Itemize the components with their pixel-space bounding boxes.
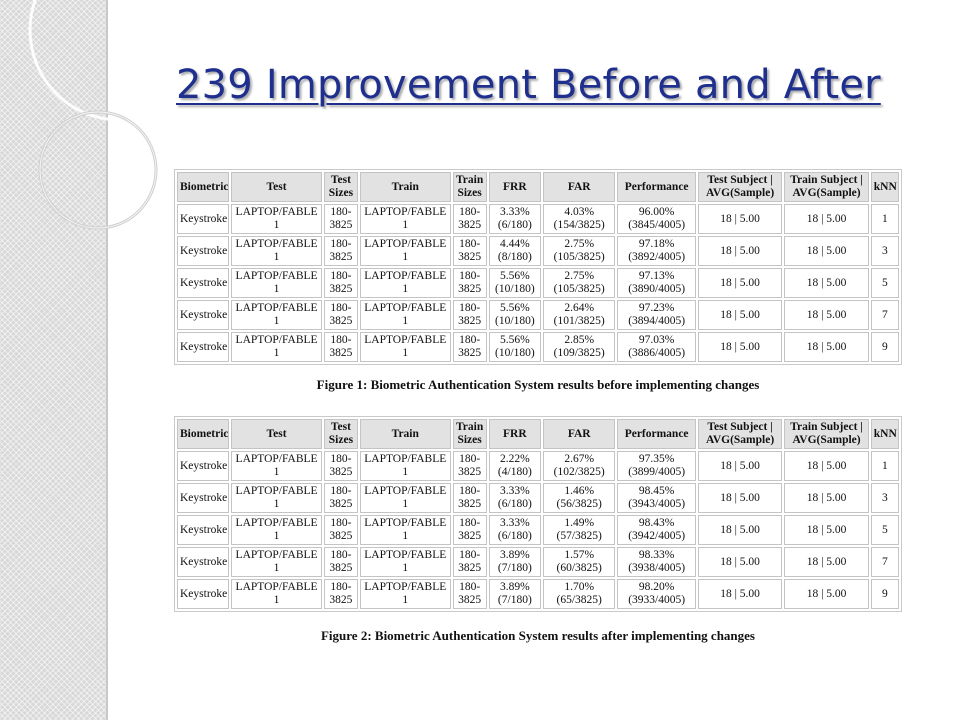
table-cell: 98.33% (3938/4005) [617, 547, 695, 577]
table-cell: 180-3825 [453, 268, 487, 298]
column-header: Test Subject | AVG(Sample) [698, 172, 782, 202]
results-table-before [174, 169, 902, 365]
table-cell: Keystroke [177, 579, 229, 609]
table-cell: 18 | 5.00 [698, 579, 782, 609]
table-cell: LAPTOP/FABLE 1 [360, 515, 451, 545]
table-cell: 3.33% (6/180) [489, 483, 541, 513]
figure-caption-before: Figure 1: Biometric Authentication System results before implementing changes [316, 377, 760, 392]
table-row [177, 515, 899, 545]
table-cell: 18 | 5.00 [698, 547, 782, 577]
table-cell: 18 | 5.00 [784, 236, 868, 266]
table-cell: 9 [871, 579, 899, 609]
column-header: Performance [617, 172, 695, 202]
table-body [177, 204, 899, 362]
table-row [177, 300, 899, 330]
table-body [177, 451, 899, 609]
table-cell: 180-3825 [324, 547, 358, 577]
table-row [177, 483, 899, 513]
table-cell: Keystroke [177, 236, 229, 266]
table-row [177, 236, 899, 266]
table-row [177, 268, 899, 298]
table-cell: 98.45% (3943/4005) [617, 483, 695, 513]
table-cell: LAPTOP/FABLE 1 [360, 300, 451, 330]
table-cell: LAPTOP/FABLE 1 [231, 300, 322, 330]
table-header [177, 419, 899, 449]
table-cell: 4.03% (154/3825) [543, 204, 615, 234]
table-cell: 18 | 5.00 [784, 579, 868, 609]
table-cell: 97.23% (3894/4005) [617, 300, 695, 330]
table-row [177, 204, 899, 234]
table-cell: 18 | 5.00 [784, 483, 868, 513]
table-cell: 180-3825 [324, 515, 358, 545]
table-cell: 180-3825 [453, 451, 487, 481]
column-header: Train [360, 419, 451, 449]
column-header: Test Sizes [324, 172, 358, 202]
table-cell: LAPTOP/FABLE 1 [231, 451, 322, 481]
table-cell: LAPTOP/FABLE 1 [231, 483, 322, 513]
table-cell: 2.67% (102/3825) [543, 451, 615, 481]
table-cell: 18 | 5.00 [784, 300, 868, 330]
table-cell: LAPTOP/FABLE 1 [231, 236, 322, 266]
table-cell: 180-3825 [453, 515, 487, 545]
column-header: FRR [489, 172, 541, 202]
table-cell: 2.85% (109/3825) [543, 332, 615, 362]
table-cell: 180-3825 [324, 204, 358, 234]
table-cell: 2.75% (105/3825) [543, 268, 615, 298]
table-cell: LAPTOP/FABLE 1 [360, 451, 451, 481]
column-header: Performance [617, 419, 695, 449]
table-cell: 3.89% (7/180) [489, 579, 541, 609]
table-row [177, 547, 899, 577]
table-cell: 1.49% (57/3825) [543, 515, 615, 545]
table-row [177, 579, 899, 609]
table-cell: Keystroke [177, 515, 229, 545]
table-cell: LAPTOP/FABLE 1 [360, 204, 451, 234]
column-header: kNN [871, 419, 899, 449]
table-cell: 96.00% (3845/4005) [617, 204, 695, 234]
slide-title: 239 Improvement Before and After [176, 62, 881, 108]
table-cell: 18 | 5.00 [784, 332, 868, 362]
column-header: FAR [543, 172, 615, 202]
table-cell: 18 | 5.00 [698, 332, 782, 362]
table-cell: 18 | 5.00 [698, 451, 782, 481]
table-cell: Keystroke [177, 483, 229, 513]
table-cell: 180-3825 [324, 483, 358, 513]
table-cell: 98.20% (3933/4005) [617, 579, 695, 609]
table-cell: 5.56% (10/180) [489, 300, 541, 330]
table-cell: 18 | 5.00 [784, 451, 868, 481]
table-cell: 180-3825 [324, 268, 358, 298]
table-cell: 5 [871, 268, 899, 298]
table-cell: 2.75% (105/3825) [543, 236, 615, 266]
table-cell: 18 | 5.00 [698, 300, 782, 330]
table-cell: Keystroke [177, 451, 229, 481]
column-header: Test Subject | AVG(Sample) [698, 419, 782, 449]
table-cell: 2.22% (4/180) [489, 451, 541, 481]
table-cell: LAPTOP/FABLE 1 [360, 332, 451, 362]
table-cell: LAPTOP/FABLE 1 [360, 579, 451, 609]
column-header: Train Subject | AVG(Sample) [784, 419, 868, 449]
table-cell: 180-3825 [453, 332, 487, 362]
table-cell: 180-3825 [324, 300, 358, 330]
table-cell: 98.43% (3942/4005) [617, 515, 695, 545]
table-cell: LAPTOP/FABLE 1 [231, 204, 322, 234]
table-cell: 9 [871, 332, 899, 362]
table-cell: 7 [871, 300, 899, 330]
table-cell: 180-3825 [324, 451, 358, 481]
table-cell: 18 | 5.00 [698, 204, 782, 234]
table-cell: 3.33% (6/180) [489, 515, 541, 545]
table-cell: 18 | 5.00 [698, 483, 782, 513]
table-cell: 18 | 5.00 [784, 515, 868, 545]
table-header [177, 172, 899, 202]
table-cell: 180-3825 [453, 236, 487, 266]
table-cell: LAPTOP/FABLE 1 [231, 515, 322, 545]
table-cell: 1.57% (60/3825) [543, 547, 615, 577]
table-row [177, 451, 899, 481]
table-cell: 5.56% (10/180) [489, 332, 541, 362]
table-cell: LAPTOP/FABLE 1 [231, 268, 322, 298]
table-cell: Keystroke [177, 268, 229, 298]
column-header: Test Sizes [324, 419, 358, 449]
column-header: FAR [543, 419, 615, 449]
table-cell: 97.03% (3886/4005) [617, 332, 695, 362]
column-header: Test [231, 172, 322, 202]
table-cell: 18 | 5.00 [698, 268, 782, 298]
table-cell: 18 | 5.00 [698, 515, 782, 545]
table-cell: 180-3825 [324, 236, 358, 266]
column-header: Biometric [177, 172, 229, 202]
column-header: Train [360, 172, 451, 202]
table-cell: 18 | 5.00 [784, 547, 868, 577]
table-cell: LAPTOP/FABLE 1 [360, 236, 451, 266]
table-cell: 97.18% (3892/4005) [617, 236, 695, 266]
column-header: kNN [871, 172, 899, 202]
table-cell: 18 | 5.00 [784, 204, 868, 234]
table-cell: 3 [871, 483, 899, 513]
table-cell: LAPTOP/FABLE 1 [231, 547, 322, 577]
table-cell: 1.70% (65/3825) [543, 579, 615, 609]
table-cell: 4.44% (8/180) [489, 236, 541, 266]
table-cell: LAPTOP/FABLE 1 [360, 547, 451, 577]
figure-caption-after: Figure 2: Biometric Authentication System results after implementing changes [320, 628, 755, 643]
table-cell: 5 [871, 515, 899, 545]
table-cell: 2.64% (101/3825) [543, 300, 615, 330]
table-cell: 18 | 5.00 [784, 268, 868, 298]
table-cell: LAPTOP/FABLE 1 [231, 332, 322, 362]
table-cell: LAPTOP/FABLE 1 [360, 268, 451, 298]
table-cell: 3.89% (7/180) [489, 547, 541, 577]
column-header: Train Subject | AVG(Sample) [784, 172, 868, 202]
column-header: Train Sizes [453, 172, 487, 202]
column-header: FRR [489, 419, 541, 449]
table-cell: 5.56% (10/180) [489, 268, 541, 298]
table-cell: Keystroke [177, 204, 229, 234]
table-cell: 3.33% (6/180) [489, 204, 541, 234]
table-cell: 180-3825 [453, 204, 487, 234]
table-row [177, 332, 899, 362]
table-cell: 1.46% (56/3825) [543, 483, 615, 513]
column-header: Train Sizes [453, 419, 487, 449]
column-header: Test [231, 419, 322, 449]
table-cell: LAPTOP/FABLE 1 [360, 483, 451, 513]
table-cell: 18 | 5.00 [698, 236, 782, 266]
column-header: Biometric [177, 419, 229, 449]
table-cell: Keystroke [177, 547, 229, 577]
table-cell: 180-3825 [453, 300, 487, 330]
table-cell: 1 [871, 204, 899, 234]
table-cell: 180-3825 [453, 579, 487, 609]
table-cell: LAPTOP/FABLE 1 [231, 579, 322, 609]
table-cell: 3 [871, 236, 899, 266]
table-cell: 1 [871, 451, 899, 481]
table-cell: 97.13% (3890/4005) [617, 268, 695, 298]
table-cell: 180-3825 [453, 547, 487, 577]
table-cell: Keystroke [177, 300, 229, 330]
table-cell: 97.35% (3899/4005) [617, 451, 695, 481]
table-cell: 180-3825 [324, 332, 358, 362]
table-cell: 7 [871, 547, 899, 577]
results-table-after [174, 416, 902, 612]
table-cell: Keystroke [177, 332, 229, 362]
table-cell: 180-3825 [453, 483, 487, 513]
table-cell: 180-3825 [324, 579, 358, 609]
